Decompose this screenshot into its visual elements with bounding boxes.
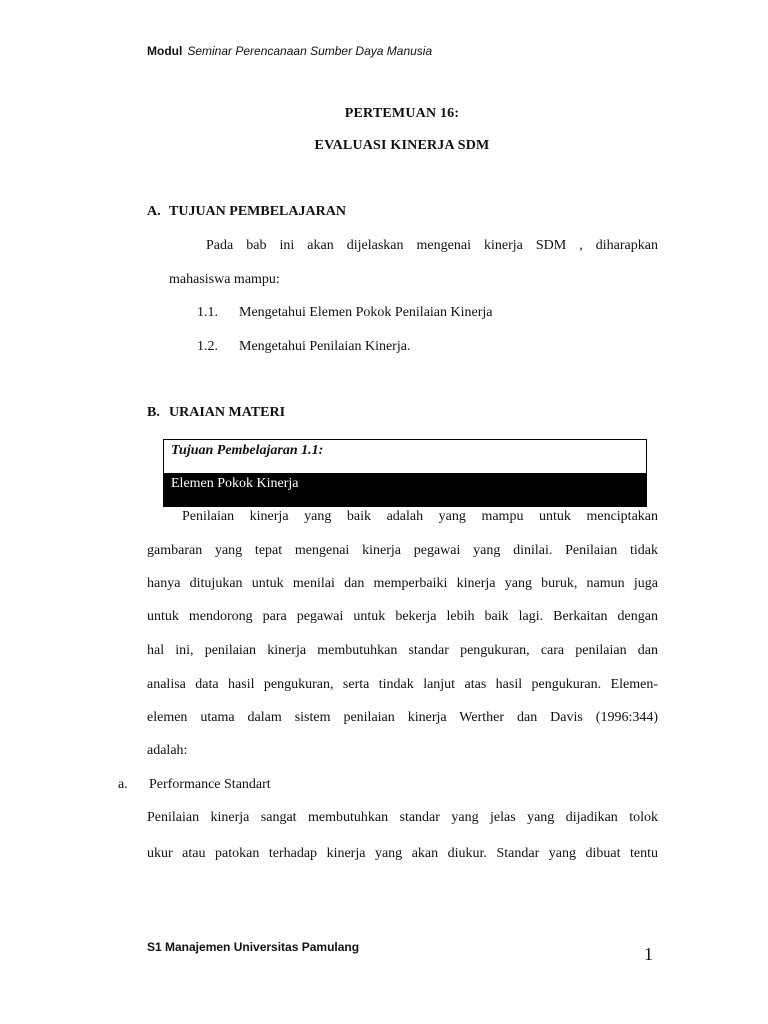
objective-item (197, 339, 410, 355)
learning-objective-box (163, 439, 647, 507)
objective-text: Mengetahui Elemen Pokok Penilaian Kinerja (239, 305, 493, 320)
sub-item-letter: a. (118, 777, 128, 792)
topic-title: EVALUASI KINERJA SDM (314, 138, 490, 153)
sub-item (118, 777, 271, 793)
section-b-letter: B. (147, 405, 160, 420)
box-title-row (164, 440, 646, 473)
box-title: Tujuan Pembelajaran 1.1: (171, 443, 324, 458)
body-line: hal ini, penilaian kinerja membutuhkan standar pengukuran, cara penilaian dan (147, 643, 658, 658)
section-a-heading (147, 204, 346, 220)
running-footer: S1 Manajemen Universitas Pamulang (147, 940, 360, 954)
body-line: hanya ditujukan untuk menilai dan memperbaiki kinerja yang buruk, namun juga (147, 576, 658, 591)
sub-body-line: ukur atau patokan terhadap kinerja yang akan diukur. Standar yang dibuat tentu (147, 846, 658, 861)
objective-number: 1.1. (197, 305, 218, 320)
body-line: elemen utama dalam sistem penilaian kinerja Werther dan Davis (1996:344) (147, 710, 658, 725)
box-subtitle: Elemen Pokok Kinerja (171, 476, 299, 491)
sub-item-title: Performance Standart (149, 777, 271, 792)
page-number: 1 (644, 944, 653, 964)
objective-number: 1.2. (197, 339, 218, 354)
body-line: untuk mendorong para pegawai untuk bekerja lebih baik lagi. Berkaitan dengan (147, 609, 658, 624)
section-a-intro-line2: mahasiswa mampu: (169, 272, 280, 287)
section-a-title: TUJUAN PEMBELAJARAN (169, 204, 346, 219)
body-line: analisa data hasil pengukuran, serta tindak lanjut atas hasil pengukuran. Elemen- (147, 677, 658, 692)
section-a-letter: A. (147, 204, 161, 219)
section-b-heading (147, 405, 285, 421)
body-line: Penilaian kinerja yang baik adalah yang mampu untuk menciptakan (182, 509, 658, 524)
header-title: Seminar Perencanaan Sumber Daya Manusia (187, 44, 433, 58)
section-a-intro-line1: Pada bab ini akan dijelaskan mengenai kinerja SDM , diharapkan (206, 238, 658, 253)
header-label: Modul (147, 44, 183, 58)
body-line: gambaran yang tepat mengenai kinerja pegawai yang dinilai. Penilaian tidak (147, 543, 658, 558)
body-line: adalah: (147, 743, 188, 758)
running-header (147, 44, 432, 58)
meeting-title: PERTEMUAN 16: (344, 106, 460, 121)
objective-item (197, 305, 493, 321)
objective-text: Mengetahui Penilaian Kinerja. (239, 339, 411, 354)
section-b-title: URAIAN MATERI (169, 405, 286, 420)
sub-body-line: Penilaian kinerja sangat membutuhkan standar yang jelas yang dijadikan tolok (147, 810, 658, 825)
